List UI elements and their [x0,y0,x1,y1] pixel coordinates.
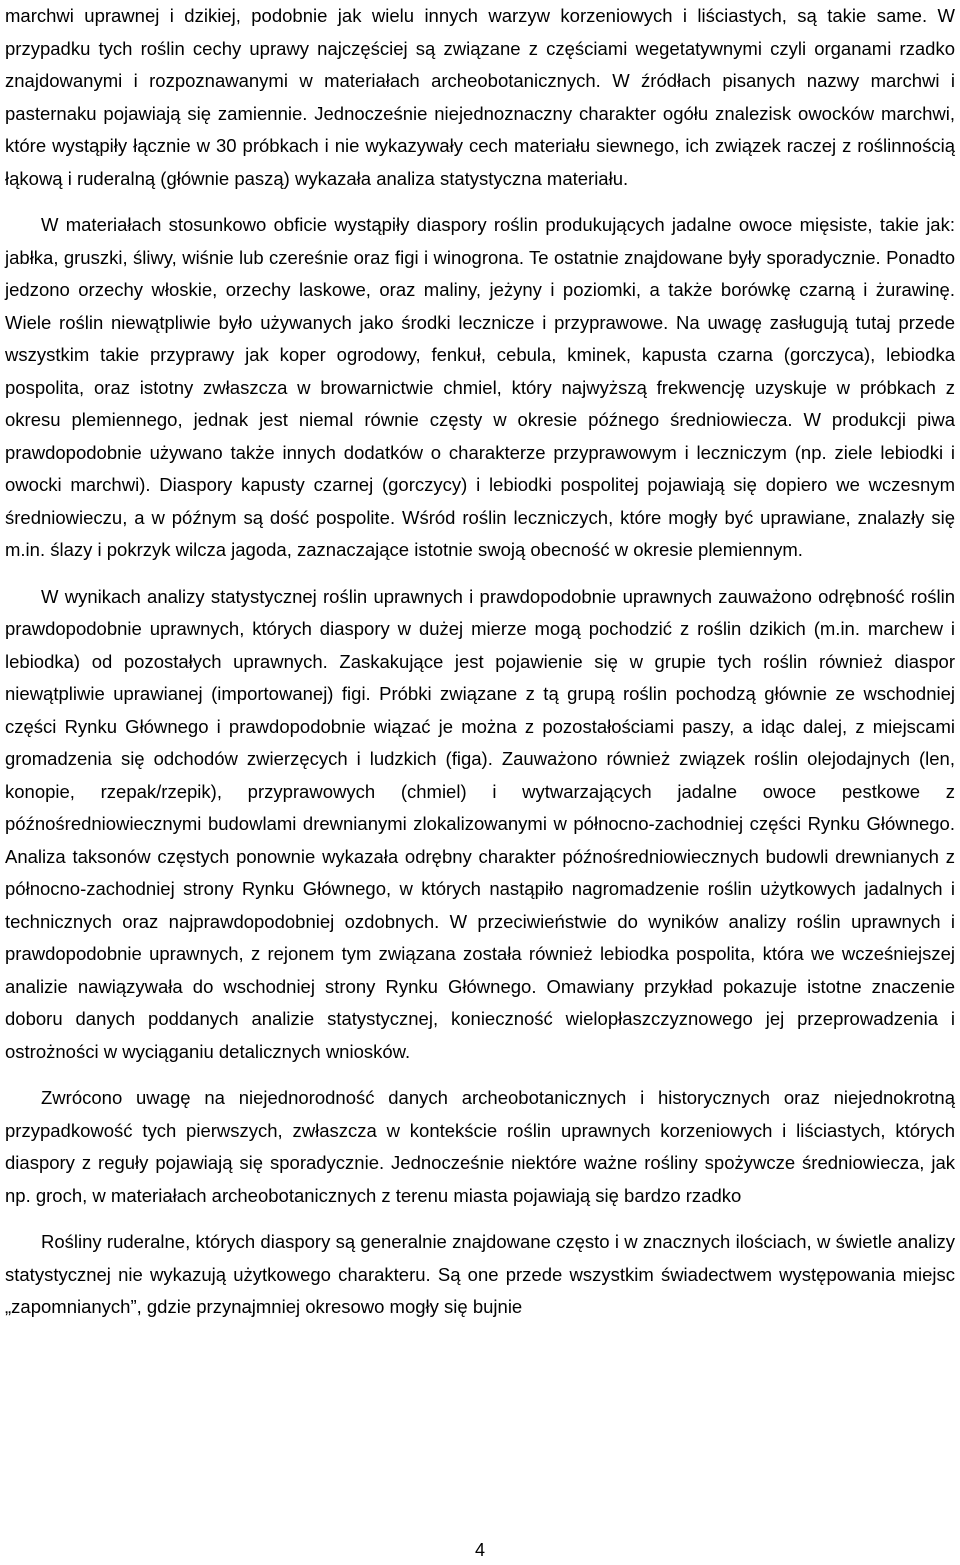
paragraph-2: W materiałach stosunkowo obficie wystąpiły diaspory roślin produkujących jadalne owoce mięsiste, takie jak: jabłka, gruszki, śliwy, wiśnie lub czereśnie oraz figi i winogrona. Te ostatnie znajdowane były sporadycznie. Ponadto jedzono orzechy włoskie, orzechy laskowe, oraz maliny, jeżyny i poziomki, a także borówkę czarną i żurawinę. Wiele roślin niewątpliwie było używanych jako środki lecznicze i przyprawowe. Na uwagę zasługują tutaj przede wszystkim takie przyprawy jak koper ogrodowy, fenkuł, cebula, kminek, kapusta czarna (gorczyca), lebiodka pospolita, oraz istotny zwłaszcza w browarnictwie chmiel, który najwyższą frekwencję uzyskuje w próbkach z okresu plemiennego, jednak jest niemal równie częsty w okresie późnego średniowiecza. W produkcji piwa prawdopodobnie używano także innych dodatków o charakterze przyprawowym i leczniczym (np. ziele lebiodki i owocki marchwi). Diaspory kapusty czarnej (gorczycy) i lebiodki pospolitej pojawiają się dopiero we wczesnym średniowieczu, a w późnym są dość pospolite. Wśród roślin leczniczych, które mogły być uprawiane, znalazły się m.in. ślazy i pokrzyk wilcza jagoda, zaznaczające istotnie swoją obecność w okresie plemiennym. [5,214,955,560]
paragraph-3: W wynikach analizy statystycznej roślin uprawnych i prawdopodobnie uprawnych zauważono odrębność roślin prawdopodobnie uprawnych, których diaspory w dużej mierze mogą pochodzić z roślin dzikich (m.in. marchew i lebiodka) od pozostałych uprawnych. Zaskakujące jest pojawienie się w grupie tych roślin również diaspor niewątpliwie uprawianej (importowanej) figi. Próbki związane z tą grupą roślin pochodzą głównie ze wschodniej części Rynku Głównego i prawdopodobnie wiązać je można z pozostałościami paszy, a idąc dalej, z miejscami gromadzenia się odchodów zwierzęcych i ludzkich (figa). Zauważono również związek roślin olejodajnych (len, konopie, rzepak/rzepik), przyprawowych (chmiel) i wytwarzających jadalne owoce pestkowe z późnośredniowiecznymi budowlami drewnianymi zlokalizowanymi w północno-zachodniej części Rynku Głównego. Analiza taksonów częstych ponownie wykazała odrębny charakter późnośredniowiecznych budowli drewnianych z północno-zachodniej strony Rynku Głównego, w których nastąpiło nagromadzenie roślin użytkowych jadalnych i technicznych oraz najprawdopodobniej ozdobnych. W przeciwieństwie do wyników analizy roślin uprawnych i prawdopodobnie uprawnych, z rejonem tym związana została również lebiodka pospolita, która we wcześniejszej analizie nawiązywała do wschodniej strony Rynku Głównego. Omawiany przykład pokazuje istotne znaczenie doboru danych poddanych analizie statystycznej, konieczność wielopłaszczyznowego jej przeprowadzenia i ostrożności w wyciąganiu detalicznych wniosków. [5,585,955,1062]
paragraph-gap [5,567,955,581]
paragraph-5: Rośliny ruderalne, których diaspory są generalnie znajdowane często i w znacznych ilościach, w świetle analizy statystycznej nie wykazują użytkowego charakteru. Są one przede wszystkim świadectwem występowania miejsc „zapomnianych”, gdzie przynajmniej okresowo mogły się bujnie [5,1231,955,1317]
paragraph-gap [5,195,955,209]
paragraph-4: Zwrócono uwagę na niejednorodność danych archeobotanicznych i historycznych oraz niejednokrotną przypadkowość tych pierwszych, zwłaszcza w kontekście roślin uprawnych korzeniowych i liściastych, których diaspory z reguły pojawiają się sporadycznie. Jednocześnie niektóre ważne rośliny spożywcze średniowiecza, jak np. groch, w materiałach archeobotanicznych z terenu miasta pojawiają się bardzo rzadko [5,1087,955,1206]
paragraph-1: marchwi uprawnej i dzikiej, podobnie jak wielu innych warzyw korzeniowych i liściastych, są takie same. W przypadku tych roślin cechy uprawy najczęściej są związane z częściami wegetatywnymi czyli organami rzadko znajdowanymi i rozpoznawanymi w materiałach archeobotanicznych. W źródłach pisanych nazwy marchwi i pasternaku pojawiają się zamiennie. Jednocześnie niejednoznaczny charakter ogółu znalezisk owocków marchwi, które wystąpiły łącznie w 30 próbkach i nie wykazywały cech materiału siewnego, ich związek raczej z roślinnością łąkową i ruderalną (głównie paszą) wykazała analiza statystyczna materiału. [5,5,955,189]
page-number: 4 [474,1540,485,1560]
paragraph-gap [5,1068,955,1082]
paragraph-gap [5,1212,955,1226]
document-page [5,0,955,1324]
